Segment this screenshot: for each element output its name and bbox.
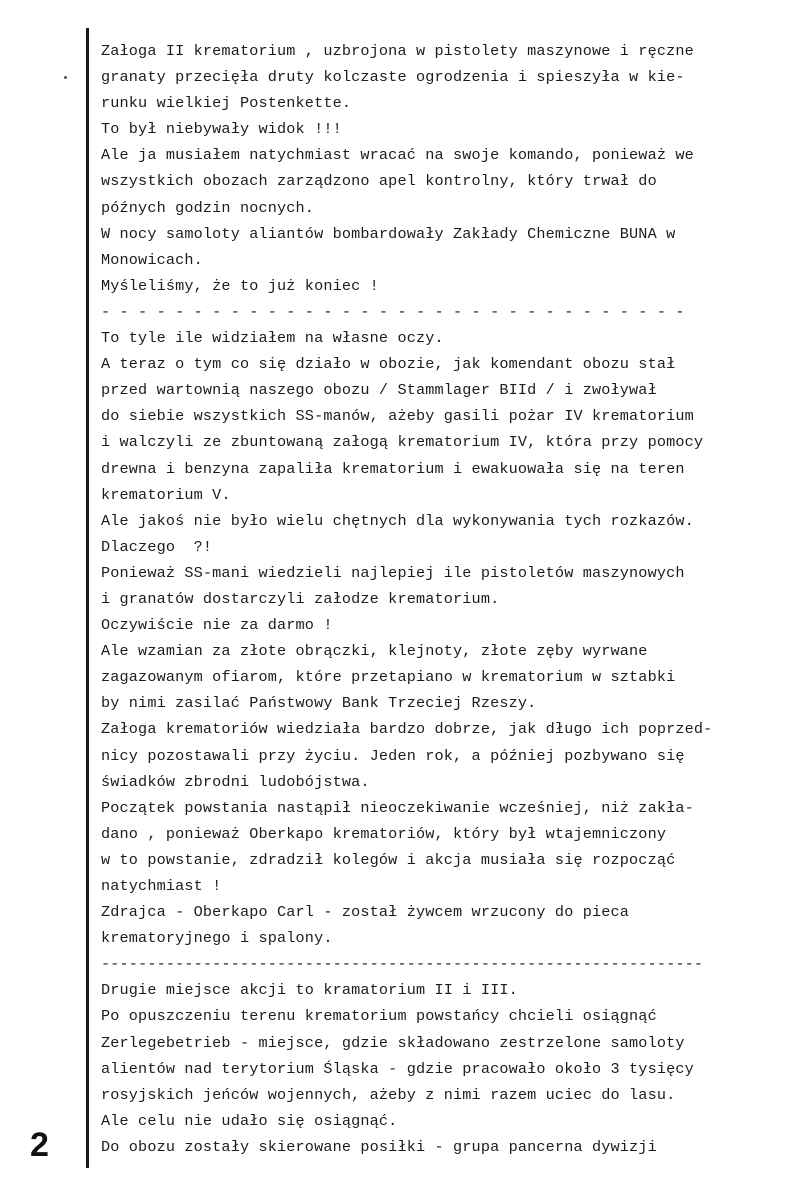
text-line: - - - - - - - - - - - - - - - - - - - - - - - - - - - - - - - -	[101, 302, 685, 321]
text-line: Załoga II krematorium , uzbrojona w pistolety maszynowe i ręczne	[101, 42, 694, 60]
text-line: Drugie miejsce akcji to kramatorium II i III.	[101, 981, 518, 1000]
text-line: Oczywiście nie za darmo !	[101, 616, 333, 635]
text-line: krematoryjnego i spalony.	[101, 929, 333, 948]
text-line: To tyle ile widziałem na własne oczy.	[101, 329, 444, 348]
text-line: by nimi zasilać Państwowy Bank Trzeciej Rzeszy.	[101, 694, 537, 713]
text-line: -----------------------------------------------------------------	[101, 955, 704, 974]
text-line: W nocy samoloty aliantów bombardowały Zakłady Chemiczne BUNA w	[101, 224, 676, 243]
text-line: Ale wzamian za złote obrączki, klejnoty, złote zęby wyrwane	[101, 642, 648, 661]
text-line: w to powstanie, zdradził kolegów i akcja musiała się rozpocząć	[101, 850, 676, 869]
text-line: Ale ja musiałem natychmiast wracać na swoje komando, ponieważ we	[101, 146, 694, 165]
text-line: zagazowanym ofiarom, które przetapiano w krematorium w sztabki	[101, 668, 676, 687]
text-line: To był niebywały widok !!!	[101, 120, 342, 139]
text-line: Po opuszczeniu terenu krematorium powstańcy chcieli osiągnąć	[101, 1007, 657, 1026]
text-line: Monowicach.	[101, 250, 203, 269]
text-line: dano , ponieważ Oberkapo krematoriów, który był wtajemniczony	[101, 824, 667, 843]
text-line: i walczyli ze zbuntowaną załogą krematorium IV, która przy pomocy	[101, 433, 704, 452]
text-line: granaty przecięła druty kolczaste ogrodzenia i spieszyła w kie-	[101, 68, 685, 87]
text-line: wszystkich obozach zarządzono apel kontrolny, który trwał do	[101, 172, 657, 191]
text-line: Ponieważ SS-mani wiedzieli najlepiej ile pistoletów maszynowych	[101, 563, 685, 582]
text-line: nicy pozostawali przy życiu. Jeden rok, a później pozbywano się	[101, 746, 685, 765]
text-line: A teraz o tym co się działo w obozie, jak komendant obozu stał	[101, 355, 676, 374]
text-line: i granatów dostarczyli załodze krematorium.	[101, 589, 500, 608]
text-line: przed wartownią naszego obozu / Stammlager BIId / i zwoływał	[101, 381, 657, 400]
text-line: krematorium V.	[101, 485, 231, 504]
text-line: Ale celu nie udało się osiągnąć.	[101, 1111, 398, 1130]
text-line: Do obozu zostały skierowane posiłki - grupa pancerna dywizji	[101, 1137, 657, 1156]
text-line: do siebie wszystkich SS-manów, ażeby gasili pożar IV krematorium	[101, 407, 694, 426]
text-line: Początek powstania nastąpił nieoczekiwanie wcześniej, niż zakła-	[101, 798, 694, 817]
text-line: Myśleliśmy, że to już koniec !	[101, 276, 379, 295]
text-line: Zdrajca - Oberkapo Carl - został żywcem wrzucony do pieca	[101, 903, 630, 922]
text-line: runku wielkiej Postenkette.	[101, 94, 352, 113]
text-line: świadków zbrodni ludobójstwa.	[101, 772, 370, 791]
text-line: drewna i benzyna zapaliła krematorium i ewakuowała się na teren	[101, 459, 685, 478]
text-line: Ale jakoś nie było wielu chętnych dla wykonywania tych rozkazów.	[101, 511, 694, 530]
text-line: natychmiast !	[101, 877, 222, 895]
text-line: Załoga krematoriów wiedziała bardzo dobrze, jak długo ich poprzed-	[101, 720, 713, 739]
text-line: rosyjskich jeńców wojennych, ażeby z nimi razem uciec do lasu.	[101, 1085, 676, 1104]
text-line: Dlaczego ?!	[101, 537, 213, 556]
margin-rule	[86, 28, 89, 1168]
text-line: alientów nad terytorium Śląska - gdzie pracowało około 3 tysięcy	[101, 1059, 694, 1078]
typewritten-text	[101, 38, 791, 1160]
stray-mark	[64, 76, 67, 79]
text-line: Zerlegebetrieb - miejsce, gdzie składowano zestrzelone samoloty	[101, 1033, 685, 1052]
page-number: 2	[30, 1126, 49, 1164]
text-line: późnych godzin nocnych.	[101, 198, 315, 217]
